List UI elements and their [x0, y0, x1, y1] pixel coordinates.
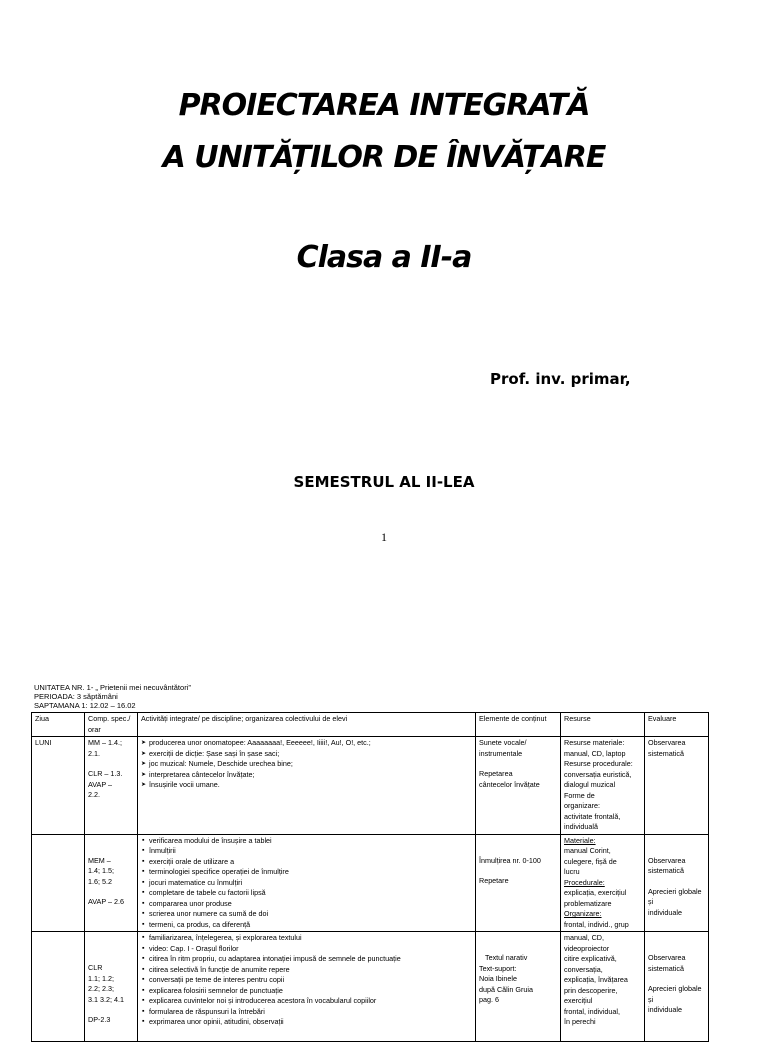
header-comp: Comp. spec./ orar: [85, 713, 138, 737]
resource-line: lucru: [564, 867, 580, 876]
list-item: ▪ formularea de răspunsuri la întrebări: [141, 1007, 472, 1018]
resource-line: individuală: [564, 822, 598, 831]
list-item: ➤ producerea unor onomatopee: Aaaaaaaa!, Eeeeee!, Iiiii!, Au!, O!, etc.;: [141, 738, 472, 749]
content-cell: [476, 834, 561, 932]
table-row: [32, 932, 709, 1042]
content-line: Repetare: [479, 876, 509, 885]
list-item: ▪ jocuri matematice cu înmulțiri: [141, 878, 472, 889]
resource-line: culegere, fișă de: [564, 856, 617, 866]
evaluation-cell: [645, 932, 709, 1042]
resource-line: Resurse procedurale:: [564, 759, 633, 768]
table-row: [32, 834, 709, 932]
evaluation-line: Aprecieri globale și: [648, 886, 702, 906]
header-evaluation: Evaluare: [645, 713, 709, 737]
list-item: ▪ scrierea unor numere ca sumă de doi: [141, 909, 472, 920]
content-line: Repetarea: [479, 769, 513, 778]
page-number: 1: [381, 530, 387, 544]
list-item: ▪ citirea selectivă în funcție de anumite repere: [141, 965, 472, 976]
resource-line: explicația, învățarea: [564, 975, 628, 984]
unit-title: UNITATEA NR. 1- „ Prietenii mei necuvântători”: [34, 683, 191, 692]
comp-line: 1.4; 1.5;: [88, 866, 114, 875]
list-item: ▪ completare de tabele cu factorii lipsă: [141, 888, 472, 899]
resource-line: prin descoperire,: [564, 985, 618, 995]
class-label: Clasa a II-a: [296, 240, 472, 275]
semester-heading: SEMESTRUL AL II-LEA: [293, 473, 475, 491]
content-line: Înmulțirea nr. 0-100: [479, 855, 541, 865]
resource-heading: Organizare:: [564, 909, 602, 918]
resource-line: citire explicativă,: [564, 954, 617, 963]
comp-line: 1.6; 5.2: [88, 876, 112, 886]
comp-cell: [85, 834, 138, 932]
list-item: ▪ familiarizarea, înțelegerea, și explorarea textului: [141, 933, 472, 944]
activities-cell: [138, 737, 476, 835]
evaluation-line: individuale: [648, 1005, 682, 1014]
list-item: ▪ exerciții orale de utilizare a: [141, 857, 472, 868]
content-line: Noia Ibinele: [479, 974, 517, 983]
content-line: pag. 6: [479, 995, 499, 1004]
comp-line: AVAP – 2.6: [88, 897, 124, 906]
comp-line: CLR – 1.3.: [88, 769, 123, 778]
evaluation-line: Observarea: [648, 738, 686, 747]
comp-line: 2.2; 2.3;: [88, 984, 114, 993]
comp-line: CLR: [88, 963, 103, 972]
content-line: după Călin Gruia: [479, 984, 533, 994]
day-cell: [32, 932, 85, 1042]
header-content: Elemente de conținut: [476, 713, 561, 737]
list-item: ▪ înmulțirii: [141, 846, 472, 857]
header-day: Ziua: [32, 713, 85, 737]
resources-cell: [561, 737, 645, 835]
resource-line: în perechi: [564, 1017, 596, 1026]
day-cell: [32, 834, 85, 932]
list-item: ➤ exerciții de dicție: Șase sași în șase saci;: [141, 749, 472, 760]
teacher-label: Prof. inv. primar,: [490, 370, 631, 388]
evaluation-line: Observarea: [648, 855, 686, 865]
table-header-row: [32, 713, 709, 737]
evaluation-cell: [645, 737, 709, 835]
comp-cell: [85, 737, 138, 835]
unit-week: SAPTAMANA 1: 12.02 – 16.02: [34, 701, 136, 710]
unit-period: PERIOADA: 3 săptămâni: [34, 692, 118, 701]
resource-line: explicația, exercițiul: [564, 888, 627, 897]
resource-line: Forme de: [564, 790, 595, 800]
comp-line: AVAP –: [88, 779, 112, 789]
list-item: ▪ explicarea cuvintelor noi și introducerea acestora în vocabularul copiilor: [141, 996, 472, 1007]
resource-line: problematizare: [564, 898, 612, 908]
list-item: ▪ terminologiei specifice operației de înmulțire: [141, 867, 472, 878]
resource-heading: Materiale:: [564, 835, 596, 845]
evaluation-cell: [645, 834, 709, 932]
planning-table: [31, 712, 709, 1042]
content-line: cântecelor învățate: [479, 779, 540, 789]
resource-line: videoproiector: [564, 943, 610, 953]
content-line: Sunete vocale/: [479, 738, 527, 747]
content-line: Text-suport:: [479, 963, 517, 973]
activities-cell: [138, 834, 476, 932]
comp-line: MEM –: [88, 855, 111, 865]
table-row: [32, 737, 709, 835]
comp-line: MM – 1.4.;: [88, 738, 122, 747]
header-activities: Activități integrate/ pe discipline; organizarea colectivului de elevi: [138, 713, 476, 737]
list-item: ▪ exprimarea unor opinii, atitudini, observații: [141, 1017, 472, 1028]
list-item: ▪ video: Cap. I - Orașul florilor: [141, 944, 472, 955]
comp-line: 3.1 3.2; 4.1: [88, 994, 124, 1004]
list-item: ▪ compararea unor produse: [141, 899, 472, 910]
content-line: instrumentale: [479, 748, 523, 758]
content-line: Textul narativ: [485, 953, 528, 962]
comp-line: 2.1.: [88, 748, 100, 758]
resource-line: conversația,: [564, 964, 603, 974]
evaluation-line: Aprecieri globale și: [648, 984, 702, 1004]
resource-line: activitate frontală,: [564, 811, 621, 821]
page-title-line2: A UNITĂȚILOR DE ÎNVĂȚARE: [162, 140, 606, 175]
resource-line: organizare:: [564, 801, 600, 810]
comp-line: 2.2.: [88, 790, 100, 799]
content-cell: [476, 932, 561, 1042]
list-item: ▪ verificarea modului de însușire a tablei: [141, 836, 472, 847]
resource-line: conversația euristică,: [564, 769, 632, 779]
resources-cell: [561, 932, 645, 1042]
evaluation-line: sistematică: [648, 963, 684, 973]
evaluation-line: sistematică: [648, 748, 684, 758]
list-item: ➤ însușirile vocii umane.: [141, 780, 472, 791]
evaluation-line: sistematică: [648, 866, 684, 875]
resource-line: Resurse materiale:: [564, 738, 625, 747]
comp-line: DP-2.3: [88, 1015, 111, 1024]
activities-cell: [138, 932, 476, 1042]
resource-line: manual, CD, laptop: [564, 748, 626, 758]
resource-line: manual Corint,: [564, 846, 611, 855]
list-item: ▪ conversații pe teme de interes pentru copii: [141, 975, 472, 986]
list-item: ▪ explicarea folosirii semnelor de punctuație: [141, 986, 472, 997]
evaluation-line: individuale: [648, 907, 682, 917]
list-item: ▪ termeni, ca produs, ca diferență: [141, 920, 472, 931]
resource-line: dialogul muzical: [564, 780, 616, 789]
content-cell: [476, 737, 561, 835]
resources-cell: [561, 834, 645, 932]
evaluation-line: Observarea: [648, 953, 686, 962]
resource-line: manual, CD,: [564, 933, 604, 942]
list-item: ➤ joc muzical: Numele, Deschide urechea bine;: [141, 759, 472, 770]
resource-line: frontal, individual,: [564, 1006, 620, 1016]
comp-line: 1.1; 1.2;: [88, 973, 114, 983]
header-resources: Resurse: [561, 713, 645, 737]
day-cell: LUNI: [32, 737, 85, 835]
list-item: ➤ interpretarea cântecelor învățate;: [141, 770, 472, 781]
resource-line: exercițiul: [564, 996, 593, 1005]
resource-line: frontal, individ., grup: [564, 919, 629, 929]
resource-heading: Procedurale:: [564, 877, 605, 887]
page-title-line1: PROIECTAREA INTEGRATĂ: [178, 88, 590, 123]
comp-cell: [85, 932, 138, 1042]
list-item: ▪ citirea în ritm propriu, cu adaptarea intonației impusă de semnele de punctuație: [141, 954, 472, 965]
